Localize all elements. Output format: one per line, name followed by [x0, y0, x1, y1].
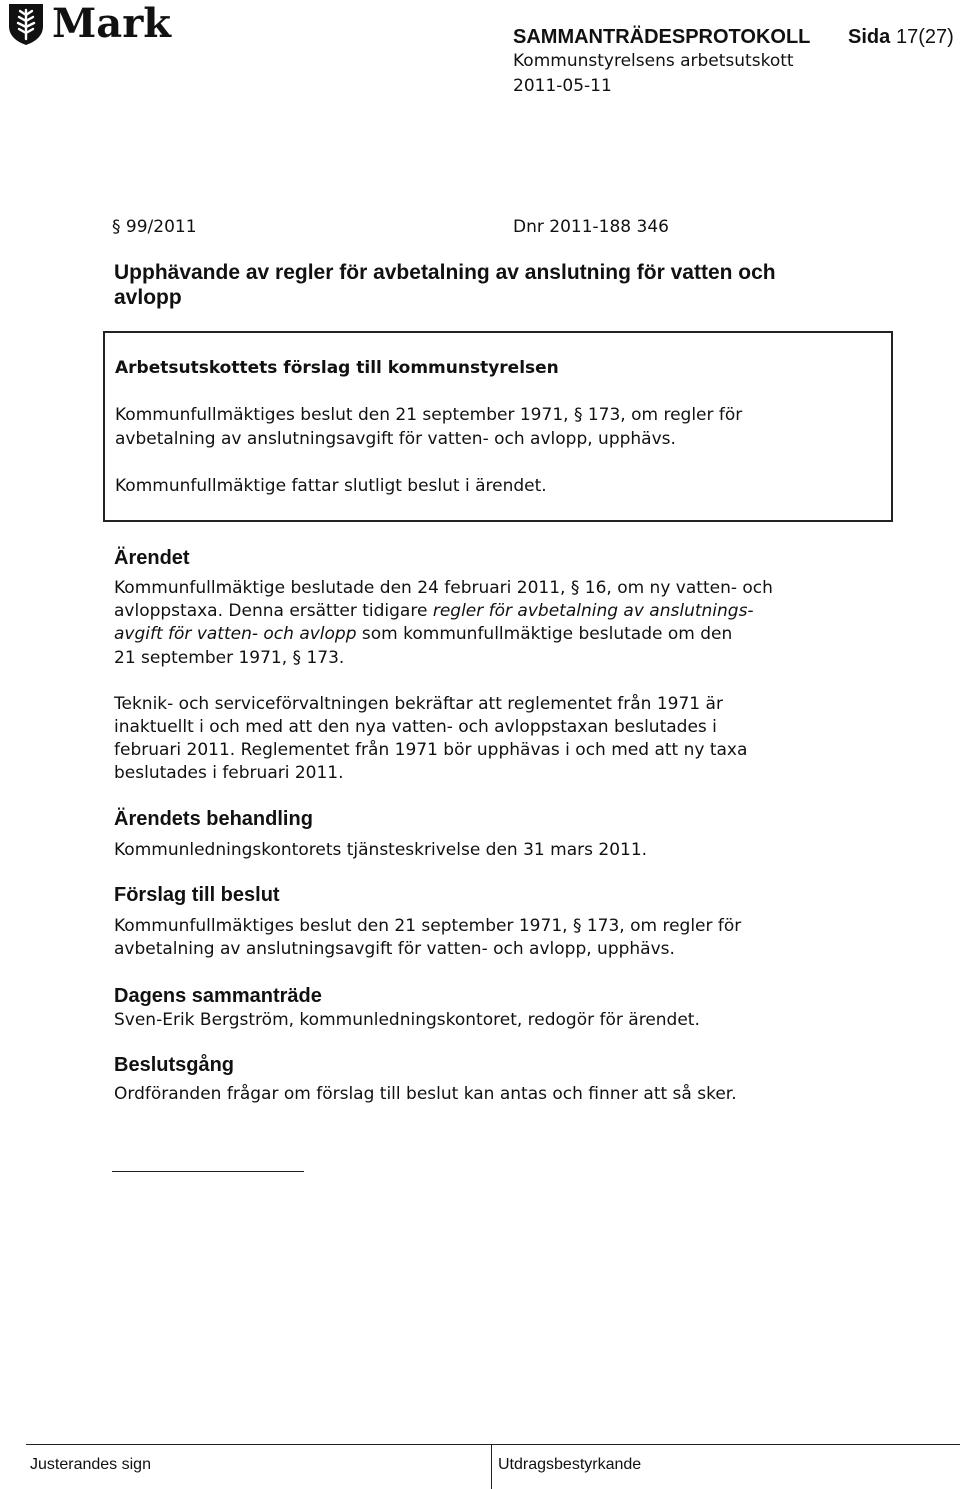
- regulation-title-italic-cont: avgift för vatten- och avlopp: [114, 624, 357, 644]
- footer-divider: [491, 1444, 492, 1489]
- proposal-line-2: avbetalning av anslutningsavgift för vatten- och avlopp, upphävs.: [115, 429, 676, 449]
- arendet-line-4: 21 september 1971, § 173.: [114, 648, 345, 668]
- arendet-para2-line-2: inaktuellt i och med att den nya vatten- och avloppstaxan beslutades i: [114, 717, 717, 737]
- section-heading-forslag: Förslag till beslut: [114, 884, 280, 906]
- page-label: Sida: [848, 26, 891, 48]
- forslag-line-2: avbetalning av anslutningsavgift för vatten- och avlopp, upphävs.: [114, 939, 675, 959]
- diary-number: Dnr 2011-188 346: [513, 217, 669, 237]
- meeting-date: 2011-05-11: [513, 76, 612, 96]
- committee-name: Kommunstyrelsens arbetsutskott: [513, 51, 794, 71]
- section-heading-behandling: Ärendets behandling: [114, 808, 313, 830]
- case-number: § 99/2011: [112, 217, 197, 237]
- section-heading-beslutsgang: Beslutsgång: [114, 1054, 235, 1076]
- arendet-line-3: avgift för vatten- och avlopp som kommunfullmäktige beslutade om den: [114, 624, 733, 644]
- proposal-line-3: Kommunfullmäktige fattar slutligt beslut i ärendet.: [115, 476, 547, 496]
- logo-wordmark: Mark: [52, 0, 171, 47]
- arendet-line-2: avloppstaxa. Denna ersätter tidigare regler för avbetalning av anslutnings-: [114, 601, 754, 621]
- arendet-para2-line-3: februari 2011. Reglementet från 1971 bör upphävas i och med att ny taxa: [114, 740, 748, 760]
- forslag-line-1: Kommunfullmäktiges beslut den 21 september 1971, § 173, om regler för: [114, 916, 742, 936]
- arendet-line-1: Kommunfullmäktige beslutade den 24 februari 2011, § 16, om ny vatten- och: [114, 578, 773, 598]
- document-title: SAMMANTRÄDESPROTOKOLL: [513, 26, 811, 48]
- section-heading-dagens: Dagens sammanträde: [114, 985, 322, 1007]
- section-divider: [112, 1171, 304, 1172]
- footer-rule: [26, 1444, 960, 1445]
- regulation-title-italic: regler för avbetalning av anslutnings-: [432, 601, 754, 621]
- proposal-heading: Arbetsutskottets förslag till kommunstyrelsen: [115, 358, 559, 378]
- arendet-para2-line-1: Teknik- och serviceförvaltningen bekräftar att reglementet från 1971 är: [114, 694, 723, 714]
- page-number: 17(27): [896, 26, 954, 48]
- dagens-line-1: Sven-Erik Bergström, kommunledningskontoret, redogör för ärendet.: [114, 1010, 700, 1030]
- case-title-line-2: avlopp: [114, 286, 182, 309]
- municipal-coat-of-arms-icon: [6, 2, 46, 46]
- beslutsgang-line-1: Ordföranden frågar om förslag till beslut kan antas och finner att så sker.: [114, 1084, 737, 1104]
- municipality-logo: [6, 2, 181, 46]
- case-title-line-1: Upphävande av regler för avbetalning av anslutning för vatten och: [114, 261, 776, 284]
- proposal-line-1: Kommunfullmäktiges beslut den 21 september 1971, § 173, om regler för: [115, 405, 743, 425]
- behandling-line-1: Kommunledningskontorets tjänsteskrivelse den 31 mars 2011.: [114, 840, 648, 860]
- footer-certification-label: Utdragsbestyrkande: [498, 1456, 642, 1473]
- footer-signature-label: Justerandes sign: [30, 1456, 151, 1473]
- arendet-para2-line-4: beslutades i februari 2011.: [114, 763, 344, 783]
- section-heading-arendet: Ärendet: [114, 547, 190, 569]
